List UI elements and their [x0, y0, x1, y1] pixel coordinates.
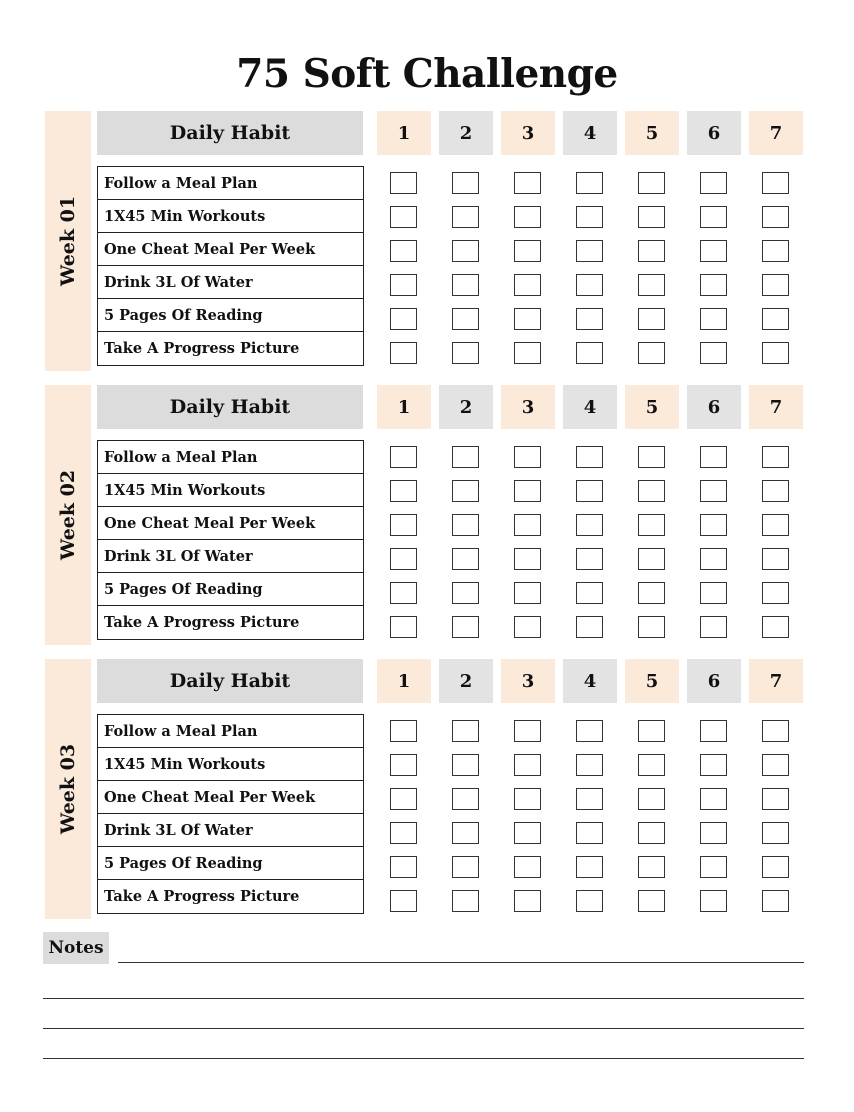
week-section — [0, 385, 854, 645]
habit-checkbox[interactable] — [514, 856, 541, 878]
day-header: 2 — [439, 659, 493, 703]
week-section — [0, 111, 854, 371]
day-header: 5 — [625, 659, 679, 703]
habit-label: 1X45 Min Workouts — [98, 200, 363, 233]
habit-checkbox[interactable] — [514, 788, 541, 810]
habit-checkbox[interactable] — [762, 616, 789, 638]
habit-checkbox[interactable] — [514, 274, 541, 296]
habit-checkbox[interactable] — [638, 446, 665, 468]
habit-checkbox[interactable] — [390, 274, 417, 296]
habit-checkbox[interactable] — [638, 172, 665, 194]
habit-label: 5 Pages Of Reading — [98, 299, 363, 332]
habit-checkbox[interactable] — [700, 890, 727, 912]
day-header: 6 — [687, 659, 741, 703]
day-header: 4 — [563, 385, 617, 429]
habit-checkbox[interactable] — [638, 480, 665, 502]
habit-label: 1X45 Min Workouts — [98, 474, 363, 507]
habit-checkbox[interactable] — [452, 480, 479, 502]
habit-checkbox[interactable] — [390, 206, 417, 228]
day-header: 5 — [625, 385, 679, 429]
habit-checkbox[interactable] — [514, 754, 541, 776]
habit-checkbox[interactable] — [638, 856, 665, 878]
habit-checkbox[interactable] — [700, 308, 727, 330]
day-header: 3 — [501, 659, 555, 703]
habit-checkbox[interactable] — [390, 172, 417, 194]
habit-checkbox[interactable] — [452, 856, 479, 878]
habit-checkbox[interactable] — [576, 788, 603, 810]
habit-checkbox[interactable] — [638, 788, 665, 810]
habit-checkbox[interactable] — [390, 446, 417, 468]
habit-checkbox[interactable] — [700, 754, 727, 776]
habit-checkbox[interactable] — [514, 720, 541, 742]
habit-checkbox[interactable] — [452, 548, 479, 570]
habit-checkbox[interactable] — [638, 822, 665, 844]
habit-checkbox[interactable] — [638, 206, 665, 228]
habit-checkbox[interactable] — [762, 890, 789, 912]
habit-checkbox[interactable] — [576, 342, 603, 364]
habit-checkbox[interactable] — [514, 342, 541, 364]
habit-checkbox[interactable] — [762, 172, 789, 194]
day-header: 2 — [439, 111, 493, 155]
habit-checkbox[interactable] — [452, 342, 479, 364]
day-header: 1 — [377, 111, 431, 155]
day-header: 1 — [377, 385, 431, 429]
habit-label: Take A Progress Picture — [104, 340, 300, 357]
habit-label: Drink 3L Of Water — [98, 814, 363, 847]
habit-checkbox[interactable] — [638, 274, 665, 296]
page-title: 75 Soft Challenge — [236, 51, 618, 97]
habit-label: One Cheat Meal Per Week — [98, 507, 363, 540]
habit-checkbox[interactable] — [638, 616, 665, 638]
habit-checkbox[interactable] — [390, 514, 417, 536]
habit-checkbox[interactable] — [762, 720, 789, 742]
day-header: 6 — [687, 385, 741, 429]
habit-checkbox[interactable] — [514, 480, 541, 502]
habit-checkbox[interactable] — [762, 480, 789, 502]
habit-checkbox[interactable] — [576, 616, 603, 638]
day-header: 7 — [749, 659, 803, 703]
habit-label: Follow a Meal Plan — [98, 441, 363, 474]
habit-label: One Cheat Meal Per Week — [98, 233, 363, 266]
habit-checkbox[interactable] — [514, 890, 541, 912]
daily-habit-header: Daily Habit — [97, 111, 363, 155]
habit-checkbox[interactable] — [576, 582, 603, 604]
habit-checkbox[interactable] — [452, 616, 479, 638]
day-header: 4 — [563, 111, 617, 155]
habit-checkbox[interactable] — [576, 548, 603, 570]
habit-checkbox[interactable] — [452, 890, 479, 912]
habit-checkbox[interactable] — [452, 240, 479, 262]
habit-checkbox[interactable] — [390, 754, 417, 776]
habit-checkbox[interactable] — [514, 308, 541, 330]
week-label: Week 01 — [57, 195, 79, 287]
day-header: 7 — [749, 385, 803, 429]
habit-list — [97, 166, 364, 366]
habit-checkbox[interactable] — [576, 514, 603, 536]
habit-checkbox[interactable] — [576, 480, 603, 502]
habit-label: 5 Pages Of Reading — [98, 847, 363, 880]
daily-habit-header: Daily Habit — [97, 659, 363, 703]
habit-checkbox[interactable] — [700, 342, 727, 364]
habit-checkbox[interactable] — [700, 480, 727, 502]
habit-checkbox[interactable] — [638, 308, 665, 330]
habit-checkbox[interactable] — [700, 582, 727, 604]
habit-checkbox[interactable] — [514, 616, 541, 638]
habit-checkbox[interactable] — [638, 754, 665, 776]
habit-label: 5 Pages Of Reading — [98, 573, 363, 606]
habit-checkbox[interactable] — [452, 446, 479, 468]
habit-checkbox[interactable] — [390, 822, 417, 844]
notes-line[interactable] — [43, 998, 804, 999]
habit-checkbox[interactable] — [576, 720, 603, 742]
week-label: Week 02 — [57, 469, 79, 561]
habit-label: Follow a Meal Plan — [98, 715, 363, 748]
day-header: 7 — [749, 111, 803, 155]
week-label: Week 03 — [57, 743, 79, 835]
habit-checkbox[interactable] — [762, 582, 789, 604]
habit-checkbox[interactable] — [762, 754, 789, 776]
habit-checkbox[interactable] — [452, 206, 479, 228]
habit-checkbox[interactable] — [700, 788, 727, 810]
habit-checkbox[interactable] — [452, 582, 479, 604]
habit-checkbox[interactable] — [514, 548, 541, 570]
habit-checkbox[interactable] — [390, 240, 417, 262]
notes-line[interactable] — [43, 1028, 804, 1029]
habit-checkbox[interactable] — [452, 754, 479, 776]
habit-label: Take A Progress Picture — [104, 888, 300, 905]
habit-checkbox[interactable] — [514, 206, 541, 228]
habit-checkbox[interactable] — [762, 446, 789, 468]
habit-checkbox[interactable] — [576, 274, 603, 296]
habit-checkbox[interactable] — [700, 720, 727, 742]
habit-checkbox[interactable] — [700, 206, 727, 228]
habit-checkbox[interactable] — [762, 308, 789, 330]
habit-checkbox[interactable] — [700, 172, 727, 194]
notes-label: Notes — [43, 932, 109, 964]
habit-checkbox[interactable] — [390, 788, 417, 810]
habit-checkbox[interactable] — [762, 548, 789, 570]
habit-checkbox[interactable] — [576, 240, 603, 262]
habit-checkbox[interactable] — [390, 548, 417, 570]
habit-checkbox[interactable] — [514, 240, 541, 262]
habit-checkbox[interactable] — [700, 446, 727, 468]
habit-checkbox[interactable] — [390, 856, 417, 878]
notes-line[interactable] — [118, 962, 804, 963]
habit-checkbox[interactable] — [390, 480, 417, 502]
habit-checkbox[interactable] — [638, 240, 665, 262]
habit-checkbox[interactable] — [390, 582, 417, 604]
habit-label: Follow a Meal Plan — [98, 167, 363, 200]
habit-checkbox[interactable] — [576, 754, 603, 776]
habit-checkbox[interactable] — [762, 240, 789, 262]
habit-checkbox[interactable] — [700, 274, 727, 296]
habit-label: Take A Progress Picture — [104, 614, 300, 631]
habit-checkbox[interactable] — [576, 890, 603, 912]
habit-checkbox[interactable] — [514, 822, 541, 844]
habit-checkbox[interactable] — [638, 890, 665, 912]
habit-checkbox[interactable] — [390, 720, 417, 742]
habit-checkbox[interactable] — [576, 308, 603, 330]
habit-label: Drink 3L Of Water — [98, 266, 363, 299]
habit-checkbox[interactable] — [452, 172, 479, 194]
habit-checkbox[interactable] — [452, 274, 479, 296]
day-header: 1 — [377, 659, 431, 703]
habit-list — [97, 714, 364, 914]
habit-checkbox[interactable] — [514, 172, 541, 194]
habit-checkbox[interactable] — [390, 342, 417, 364]
habit-checkbox[interactable] — [762, 822, 789, 844]
habit-checkbox[interactable] — [514, 582, 541, 604]
habit-checkbox[interactable] — [452, 720, 479, 742]
notes-line[interactable] — [43, 1058, 804, 1059]
habit-label: 1X45 Min Workouts — [98, 748, 363, 781]
day-header: 2 — [439, 385, 493, 429]
habit-checkbox[interactable] — [638, 342, 665, 364]
habit-checkbox[interactable] — [452, 788, 479, 810]
habit-checkbox[interactable] — [576, 446, 603, 468]
daily-habit-header: Daily Habit — [97, 385, 363, 429]
habit-checkbox[interactable] — [700, 514, 727, 536]
day-header: 5 — [625, 111, 679, 155]
habit-checkbox[interactable] — [638, 720, 665, 742]
day-header: 3 — [501, 111, 555, 155]
habit-checkbox[interactable] — [576, 172, 603, 194]
habit-checkbox[interactable] — [700, 856, 727, 878]
habit-checkbox[interactable] — [452, 514, 479, 536]
habit-checkbox[interactable] — [390, 616, 417, 638]
habit-list — [97, 440, 364, 640]
habit-checkbox[interactable] — [762, 788, 789, 810]
habit-checkbox[interactable] — [576, 822, 603, 844]
habit-checkbox[interactable] — [514, 514, 541, 536]
week-section — [0, 659, 854, 919]
habit-checkbox[interactable] — [390, 890, 417, 912]
habit-checkbox[interactable] — [452, 308, 479, 330]
habit-checkbox[interactable] — [514, 446, 541, 468]
day-header: 6 — [687, 111, 741, 155]
habit-label: Drink 3L Of Water — [98, 540, 363, 573]
habit-checkbox[interactable] — [762, 856, 789, 878]
habit-checkbox[interactable] — [700, 616, 727, 638]
habit-checkbox[interactable] — [638, 548, 665, 570]
habit-checkbox[interactable] — [700, 240, 727, 262]
habit-checkbox[interactable] — [762, 206, 789, 228]
day-header: 4 — [563, 659, 617, 703]
habit-checkbox[interactable] — [576, 206, 603, 228]
habit-checkbox[interactable] — [762, 342, 789, 364]
habit-checkbox[interactable] — [700, 822, 727, 844]
habit-checkbox[interactable] — [638, 514, 665, 536]
habit-checkbox[interactable] — [390, 308, 417, 330]
habit-label: One Cheat Meal Per Week — [98, 781, 363, 814]
day-header: 3 — [501, 385, 555, 429]
habit-checkbox[interactable] — [452, 822, 479, 844]
habit-checkbox[interactable] — [576, 856, 603, 878]
habit-checkbox[interactable] — [762, 274, 789, 296]
habit-checkbox[interactable] — [762, 514, 789, 536]
habit-checkbox[interactable] — [700, 548, 727, 570]
habit-checkbox[interactable] — [638, 582, 665, 604]
